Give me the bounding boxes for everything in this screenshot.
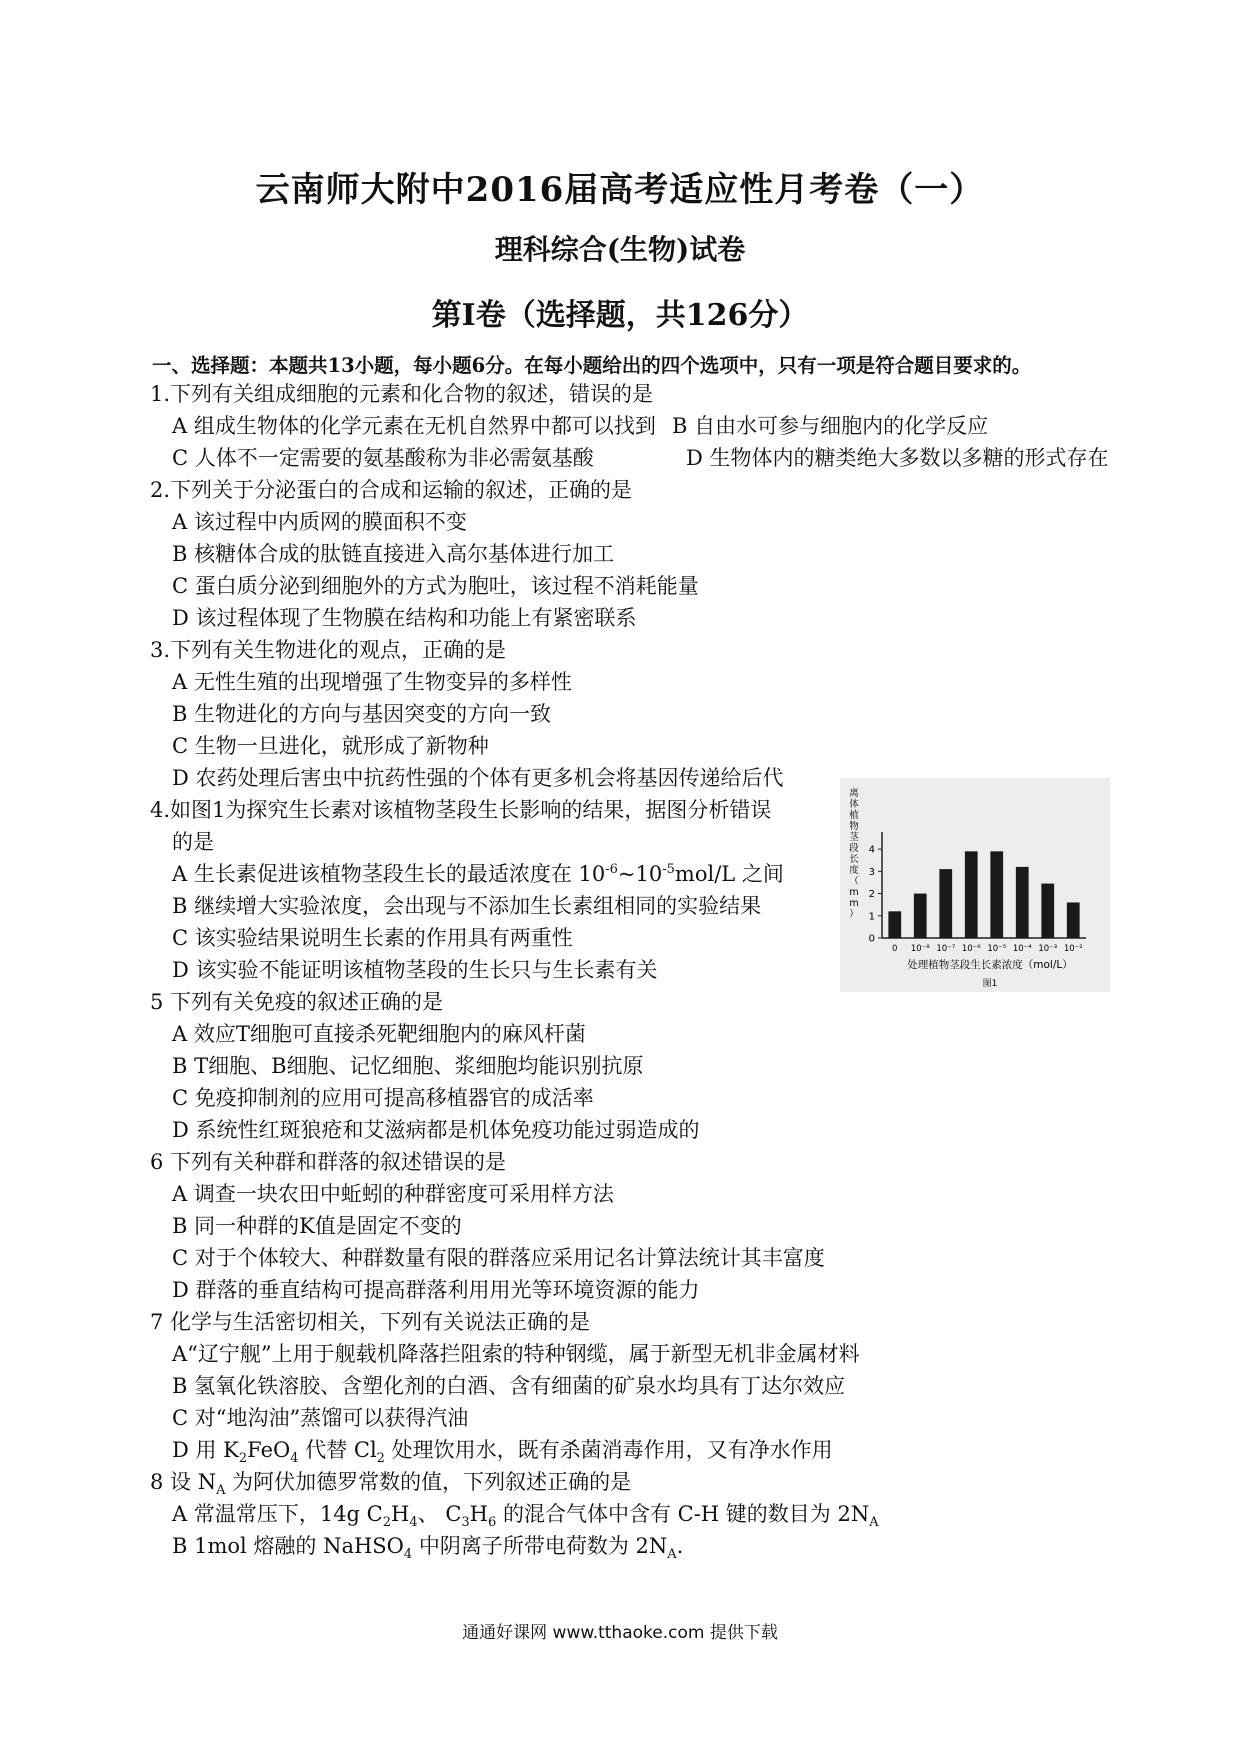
bar-1 xyxy=(914,894,927,938)
q3-option-c: C 生物一旦进化，就形成了新物种 xyxy=(172,734,489,758)
q4-option-c: C 该实验结果说明生长素的作用具有两重性 xyxy=(172,926,573,950)
page-footer: 通通好课网 www.tthaoke.com 提供下载 xyxy=(462,1623,778,1643)
x-tick-label: 10⁻³ xyxy=(1038,944,1058,954)
q7-option-d: D 用 $K_2FeO_4$ 代替 $Cl_2$ 处理饮用水，既有杀菌消毒作用，又有净水作用 xyxy=(172,1438,833,1467)
y-tick-label: 1 xyxy=(868,911,875,923)
figure-caption: 图1 xyxy=(982,979,998,989)
exam-subtitle: 理科综合(生物)试卷 xyxy=(494,233,746,266)
q7-option-c: C 对“地沟油”蒸馏可以获得汽油 xyxy=(172,1406,469,1430)
bars xyxy=(888,851,1079,938)
bar-7 xyxy=(1067,902,1080,938)
x-axis-label: 处理植物茎段生长素浓度（mol/L） xyxy=(907,959,1073,971)
q7-option-a: A“辽宁舰”上用于舰载机降落拦阻索的特种钢缆，属于新型无机非金属材料 xyxy=(172,1342,860,1366)
y-axis-label-group xyxy=(849,787,860,920)
q4-option-d: D 该实验不能证明该植物茎段的生长只与生长素有关 xyxy=(172,958,658,982)
y-axis-label-char: m xyxy=(849,887,859,898)
q5-option-c: C 免疫抑制剂的应用可提高移植器官的成活率 xyxy=(172,1086,594,1110)
y-axis-label-char: ） xyxy=(849,909,859,920)
x-ticks xyxy=(892,944,1083,954)
y-axis-label-char: （ xyxy=(849,876,859,887)
y-axis-label-char: 段 xyxy=(849,843,859,854)
y-tick-label: 3 xyxy=(868,866,875,878)
q4-option-b: B 继续增大实验浓度，会出现与不添加生长素组相同的实验结果 xyxy=(172,894,762,918)
bar-6 xyxy=(1041,884,1054,938)
bar-4 xyxy=(990,851,1003,938)
q5-option-a: A 效应T细胞可直接杀死靶细胞内的麻风杆菌 xyxy=(172,1022,586,1046)
exam-title: 云南师大附中2016届高考适应性月考卷（一） xyxy=(255,170,985,210)
figure-1-bar-chart xyxy=(840,778,1110,992)
chart-svg xyxy=(840,778,1110,992)
q1-option-a: A 组成生物体的化学元素在无机自然界中都可以找到 xyxy=(172,414,656,438)
y-tick-label: 4 xyxy=(868,844,875,856)
q6-option-c: C 对于个体较大、种群数量有限的群落应采用记名计算法统计其丰富度 xyxy=(172,1246,825,1270)
q1-option-c: C 人体不一定需要的氨基酸称为非必需氨基酸 xyxy=(172,446,594,470)
bar-2 xyxy=(939,869,952,938)
x-tick-label: 10⁻⁸ xyxy=(910,944,930,954)
y-tick-label: 2 xyxy=(868,889,875,901)
y-axis-label-char: 物 xyxy=(849,821,859,832)
q4-stem-continued: 的是 xyxy=(172,830,214,854)
q8-option-b: B 1mol 熔融的 NaHSO$_4$ 中阴离子所带电荷数为 $2N_A$. xyxy=(172,1534,684,1563)
q6-option-d: D 群落的垂直结构可提高群落利用用光等环境资源的能力 xyxy=(172,1278,700,1302)
q8-option-a: A 常温常压下，14g $C_2H_4$、 $C_3H_6$ 的混合气体中含有 C-H 键的数目为 $2N_A$ xyxy=(172,1502,879,1531)
bar-5 xyxy=(1016,867,1029,938)
bar-3 xyxy=(965,851,978,938)
y-axis-label-char: m xyxy=(849,898,859,909)
q3-option-b: B 生物进化的方向与基因突变的方向一致 xyxy=(172,702,552,726)
part-heading: 第Ⅰ卷（选择题，共126分） xyxy=(431,298,809,333)
x-tick-label: 10⁻² xyxy=(1063,944,1083,954)
q2-option-c: C 蛋白质分泌到细胞外的方式为胞吐，该过程不消耗能量 xyxy=(172,574,699,598)
section-instructions: 一、选择题：本题共13小题，每小题6分。在每小题给出的四个选项中，只有一项是符合题目要求的。 xyxy=(152,354,1032,377)
q3-stem: 3.下列有关生物进化的观点，正确的是 xyxy=(150,638,507,662)
q3-option-a: A 无性生殖的出现增强了生物变异的多样性 xyxy=(172,670,572,694)
y-axis-label-char: 离 xyxy=(849,788,859,799)
q8-stem: 8 设 $N_A$ 为阿伏加德罗常数的值，下列叙述正确的是 xyxy=(150,1470,632,1499)
y-axis-label-char: 植 xyxy=(849,810,859,821)
y-axis-label-char: 体 xyxy=(849,799,859,810)
y-axis-label-char: 茎 xyxy=(849,832,859,843)
q7-stem: 7 化学与生活密切相关，下列有关说法正确的是 xyxy=(150,1310,591,1334)
x-tick-label: 0 xyxy=(892,944,898,954)
bar-0 xyxy=(888,911,901,938)
q5-option-b: B T细胞、B细胞、记忆细胞、浆细胞均能识别抗原 xyxy=(172,1054,644,1078)
y-ticks xyxy=(869,845,882,945)
q6-stem: 6 下列有关种群和群落的叙述错误的是 xyxy=(150,1150,507,1174)
q2-option-b: B 核糖体合成的肽链直接进入高尔基体进行加工 xyxy=(172,542,615,566)
x-tick-label: 10⁻⁴ xyxy=(1012,944,1032,954)
q2-option-d: D 该过程体现了生物膜在结构和功能上有紧密联系 xyxy=(172,606,637,630)
q4-stem: 4.如图1为探究生长素对该植物茎段生长影响的结果，据图分析错误 xyxy=(150,798,772,822)
q1-option-d: D 生物体内的糖类绝大多数以多糖的形式存在 xyxy=(686,446,1109,470)
q3-option-d: D 农药处理后害虫中抗药性强的个体有更多机会将基因传递给后代 xyxy=(172,766,784,790)
y-tick-label: 0 xyxy=(868,933,875,945)
q7-option-b: B 氢氧化铁溶胶、含塑化剂的白酒、含有细菌的矿泉水均具有丁达尔效应 xyxy=(172,1374,846,1398)
x-tick-label: 10⁻⁵ xyxy=(987,944,1007,954)
q5-stem: 5 下列有关免疫的叙述正确的是 xyxy=(150,990,444,1014)
q1-option-b: B 自由水可参与细胞内的化学反应 xyxy=(672,414,989,438)
x-tick-label: 10⁻⁶ xyxy=(961,944,981,954)
q4-option-a: A 生长素促进该植物茎段生长的最适浓度在 $10^{-6}\sim 10^{-5}mol/L$ 之间 xyxy=(172,862,784,886)
y-axis-label-char: 度 xyxy=(849,865,859,876)
y-axis-label-char: 长 xyxy=(849,854,859,865)
q5-option-d: D 系统性红斑狼疮和艾滋病都是机体免疫功能过弱造成的 xyxy=(172,1118,700,1142)
q2-stem: 2.下列关于分泌蛋白的合成和运输的叙述，正确的是 xyxy=(150,478,633,502)
q1-stem: 1.下列有关组成细胞的元素和化合物的叙述，错误的是 xyxy=(150,382,654,406)
x-tick-label: 10⁻⁷ xyxy=(936,944,956,954)
q2-option-a: A 该过程中内质网的膜面积不变 xyxy=(172,510,467,534)
q6-option-b: B 同一种群的K值是固定不变的 xyxy=(172,1214,462,1238)
q6-option-a: A 调查一块农田中蚯蚓的种群密度可采用样方法 xyxy=(172,1182,614,1206)
